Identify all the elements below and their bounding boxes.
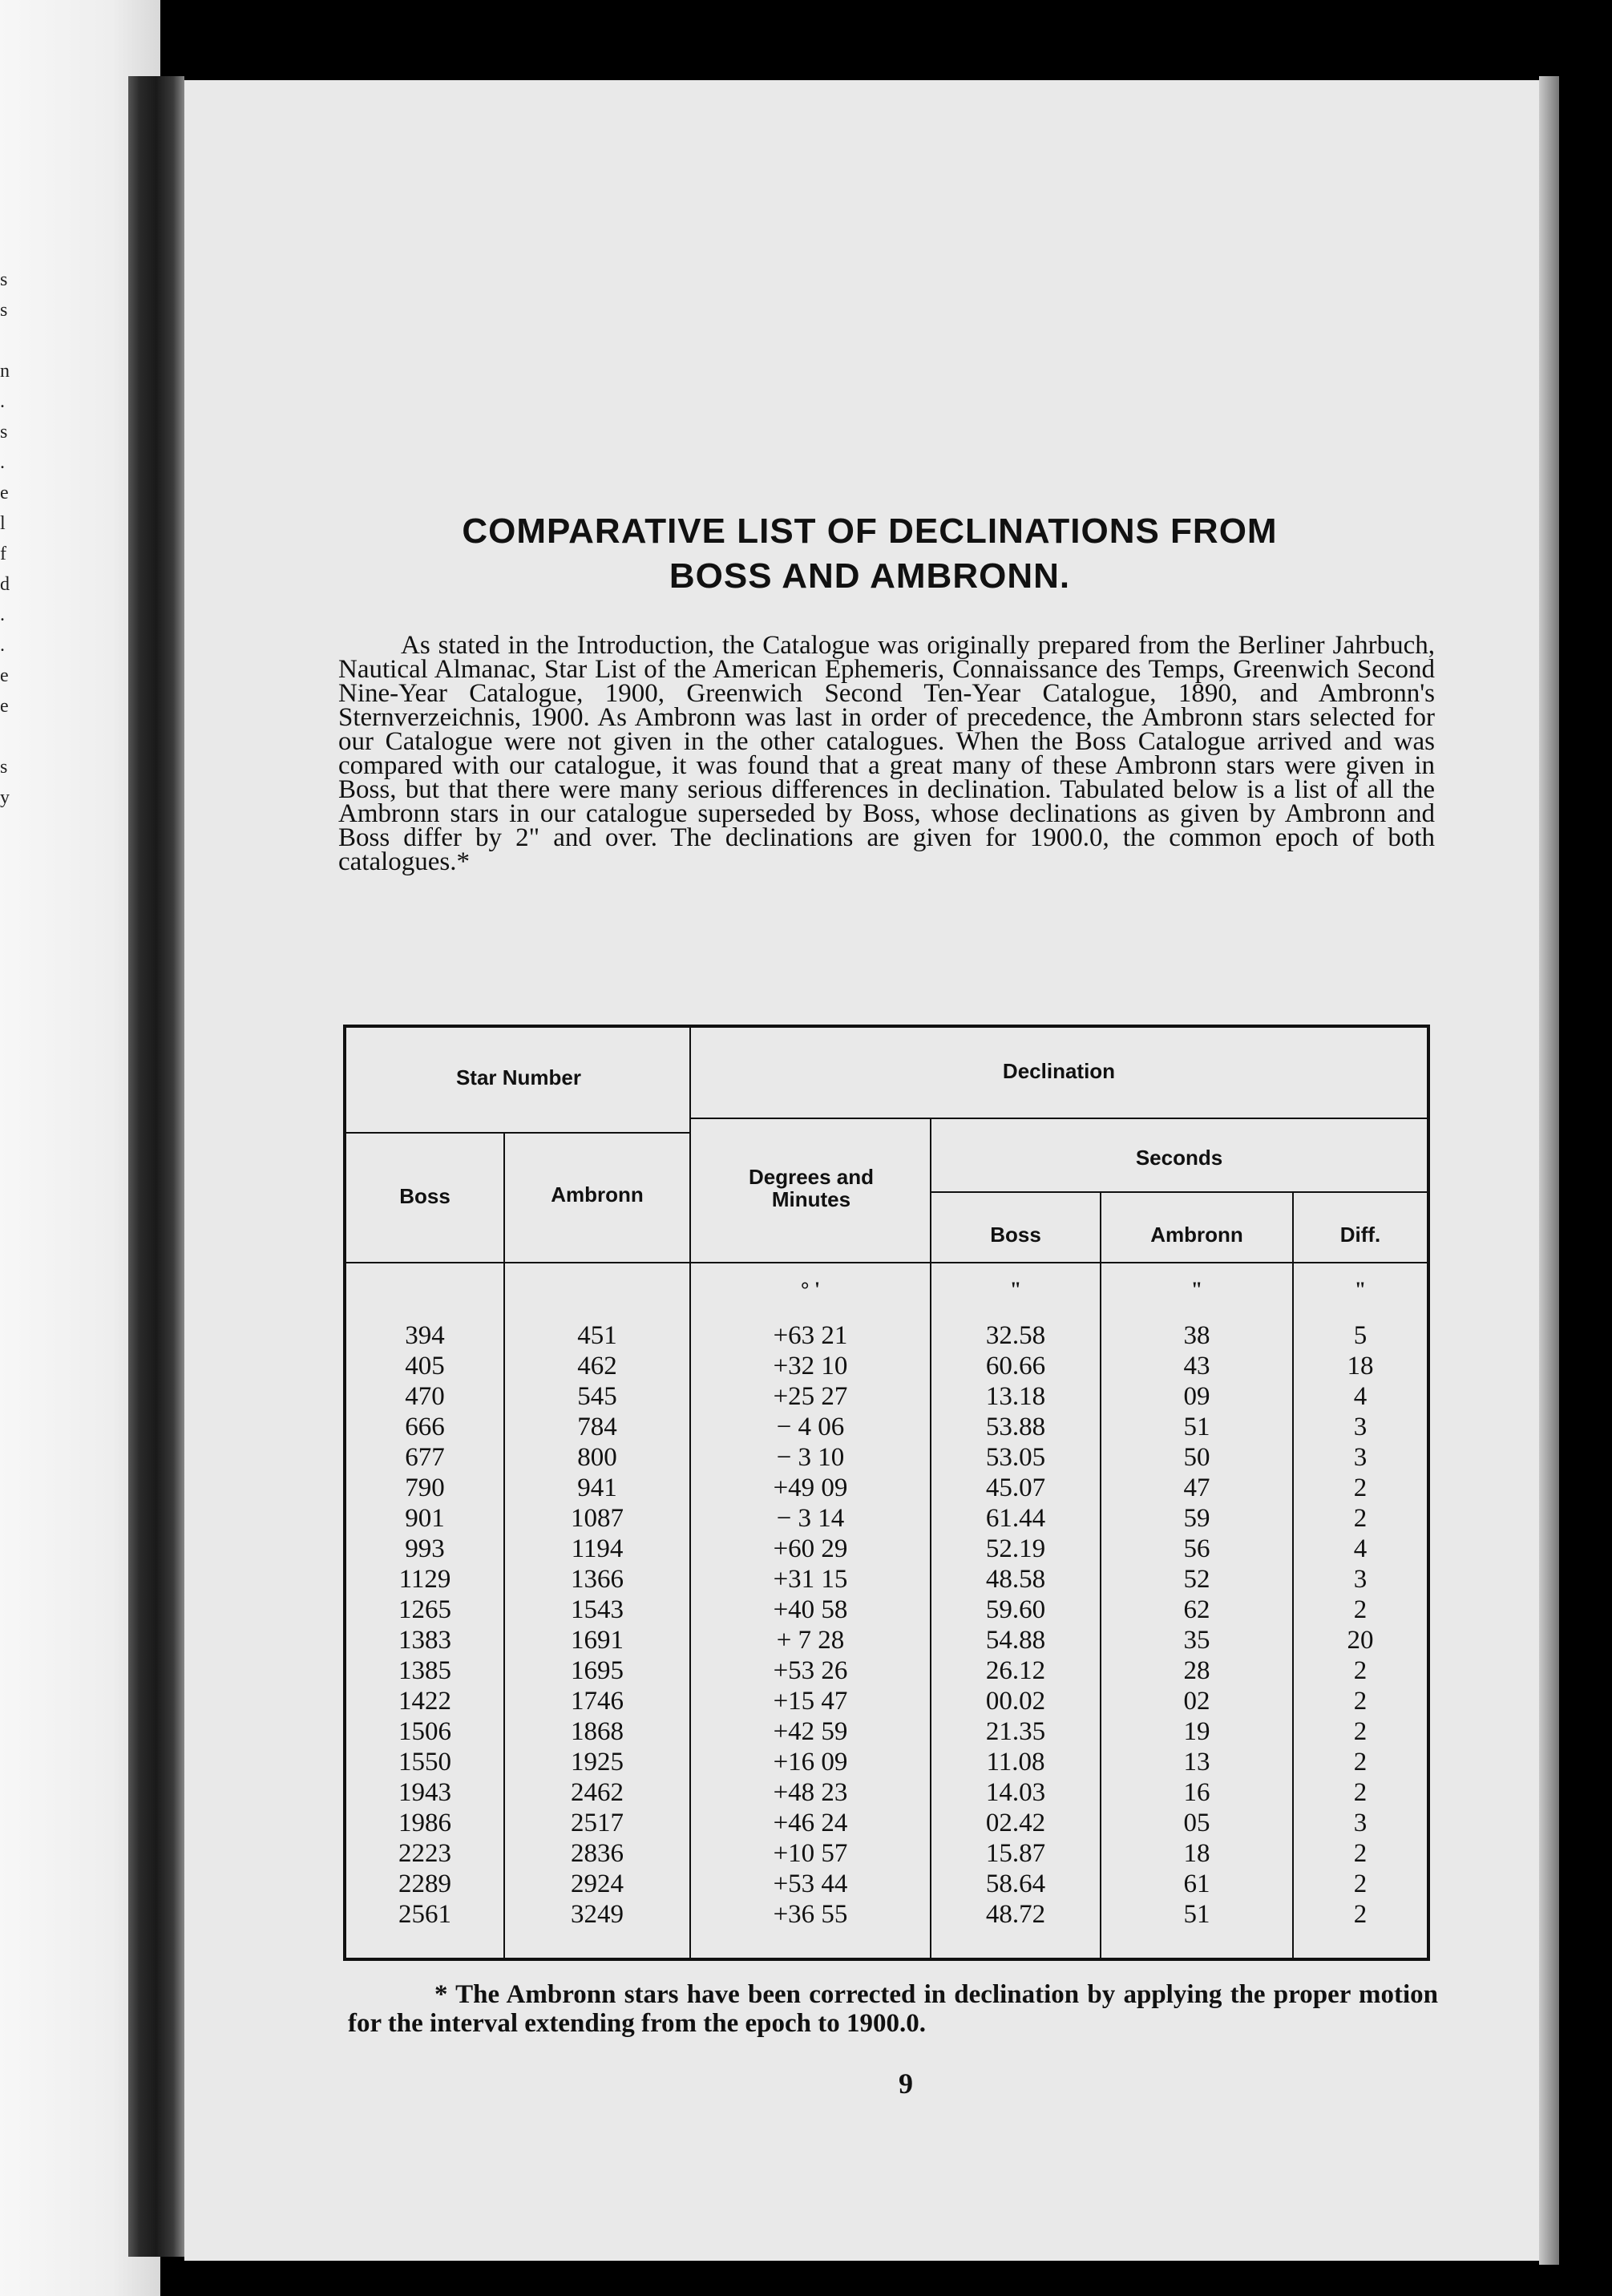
seconds-ambronn-value: 02 — [1183, 1687, 1210, 1716]
diff-value: 3 — [1353, 1809, 1368, 1837]
diff-value: 2 — [1353, 1595, 1368, 1624]
diff-value: 3 — [1353, 1565, 1368, 1594]
diff-value: 2 — [1353, 1473, 1368, 1502]
margin-fragment: s — [0, 422, 8, 443]
seconds-boss-value: 14.03 — [985, 1778, 1046, 1807]
boss-number: 394 — [405, 1321, 445, 1350]
margin-fragment: . — [0, 452, 5, 473]
degrees-minutes-value: +16 09 — [773, 1748, 848, 1777]
seconds-boss-value: 02.42 — [985, 1809, 1046, 1837]
sec-ambronn-unit: " — [1190, 1278, 1203, 1301]
ambronn-number: 1543 — [571, 1595, 624, 1624]
diff-column — [1294, 1320, 1427, 1930]
seconds-ambronn-value: 51 — [1183, 1900, 1210, 1929]
seconds-boss-value: 59.60 — [985, 1595, 1046, 1624]
seconds-boss-value: 54.88 — [985, 1626, 1046, 1655]
sec-boss-unit: " — [1009, 1278, 1022, 1301]
ambronn-number: 2517 — [571, 1809, 624, 1837]
boss-number: 2289 — [398, 1870, 451, 1898]
degrees-minutes-value: +40 58 — [773, 1595, 848, 1624]
seconds-boss-value: 26.12 — [985, 1656, 1046, 1685]
seconds-ambronn-value: 50 — [1183, 1443, 1210, 1472]
seconds-boss-value: 21.35 — [985, 1717, 1046, 1746]
seconds-boss-value: 48.58 — [985, 1565, 1046, 1594]
margin-fragment — [0, 325, 24, 356]
ambronn-number: 1366 — [571, 1565, 624, 1594]
seconds-boss-value: 58.64 — [985, 1870, 1046, 1898]
ambronn-number: 1695 — [571, 1656, 624, 1685]
declination-table — [343, 1025, 1430, 1961]
title-line-1: COMPARATIVE LIST OF DECLINATIONS FROM — [462, 511, 1278, 551]
ambronn-number: 1868 — [571, 1717, 624, 1746]
seconds-ambronn-value: 56 — [1183, 1534, 1210, 1563]
margin-fragment: n — [0, 361, 10, 382]
seconds-boss-value: 15.87 — [985, 1839, 1046, 1868]
boss-number: 405 — [405, 1352, 445, 1380]
boss-number: 901 — [405, 1504, 445, 1533]
seconds-ambronn-value: 18 — [1183, 1839, 1210, 1868]
diff-value: 2 — [1353, 1656, 1368, 1685]
diff-value: 3 — [1353, 1413, 1368, 1441]
degrees-minutes-value: − 3 14 — [776, 1504, 845, 1533]
boss-number: 1129 — [398, 1565, 451, 1594]
ambronn-number: 1691 — [571, 1626, 624, 1655]
seconds-boss-header: Boss — [990, 1223, 1041, 1247]
margin-fragment: s — [0, 269, 8, 290]
boss-number: 993 — [405, 1534, 445, 1563]
seconds-boss-value: 32.58 — [985, 1321, 1046, 1350]
seconds-ambronn-value: 38 — [1183, 1321, 1210, 1350]
ambronn-number: 784 — [577, 1413, 617, 1441]
degrees-minutes-value: +53 26 — [773, 1656, 848, 1685]
seconds-ambronn-value: 62 — [1183, 1595, 1210, 1624]
boss-number: 1986 — [398, 1809, 451, 1837]
ambronn-number: 1087 — [571, 1504, 624, 1533]
seconds-boss-value: 53.05 — [985, 1443, 1046, 1472]
degrees-minutes-value: − 4 06 — [776, 1413, 845, 1441]
degrees-minutes-value: +49 09 — [773, 1473, 848, 1502]
boss-number: 2561 — [398, 1900, 451, 1929]
seconds-ambronn-value: 43 — [1183, 1352, 1210, 1380]
ambronn-number: 1746 — [571, 1687, 624, 1716]
margin-fragment: . — [0, 604, 5, 625]
degrees-minutes-value: − 3 10 — [776, 1443, 845, 1472]
boss-number: 1943 — [398, 1778, 451, 1807]
boss-number: 790 — [405, 1473, 445, 1502]
seconds-boss-value: 00.02 — [985, 1687, 1046, 1716]
diff-value: 3 — [1353, 1443, 1368, 1472]
degrees-minutes-value: + 7 28 — [776, 1626, 845, 1655]
seconds-ambronn-value: 09 — [1183, 1382, 1210, 1411]
degrees-minutes-value: +53 44 — [773, 1870, 848, 1898]
diff-value: 2 — [1353, 1778, 1368, 1807]
ambronn-number: 941 — [577, 1473, 617, 1502]
diff-value: 4 — [1353, 1382, 1368, 1411]
diff-value: 2 — [1353, 1504, 1368, 1533]
diff-value: 5 — [1353, 1321, 1368, 1350]
margin-fragment: d — [0, 574, 10, 595]
seconds-header: Seconds — [1135, 1146, 1223, 1170]
seconds-ambronn-value: 05 — [1183, 1809, 1210, 1837]
ambronn-number: 2924 — [571, 1870, 624, 1898]
ambronn-column-header: Ambronn — [551, 1182, 644, 1207]
degrees-minutes-column — [691, 1320, 930, 1930]
ambronn-number: 545 — [577, 1382, 617, 1411]
seconds-ambronn-value: 61 — [1183, 1870, 1210, 1898]
seconds-boss-column — [931, 1320, 1100, 1930]
margin-fragment: e — [0, 665, 9, 686]
seconds-ambronn-value: 47 — [1183, 1473, 1210, 1502]
ambronn-number: 462 — [577, 1352, 617, 1380]
seconds-ambronn-value: 59 — [1183, 1504, 1210, 1533]
seconds-ambronn-column — [1101, 1320, 1292, 1930]
seconds-ambronn-value: 35 — [1183, 1626, 1210, 1655]
degmin-unit: ° ' — [800, 1278, 821, 1301]
star-number-header: Star Number — [455, 1065, 582, 1089]
degrees-minutes-value: +46 24 — [773, 1809, 848, 1837]
margin-fragment — [0, 722, 24, 752]
margin-fragment: e — [0, 483, 9, 503]
degrees-minutes-value: +60 29 — [773, 1534, 848, 1563]
seconds-ambronn-value: 51 — [1183, 1413, 1210, 1441]
seconds-boss-value: 61.44 — [985, 1504, 1046, 1533]
seconds-boss-value: 52.19 — [985, 1534, 1046, 1563]
degrees-minutes-value: +15 47 — [773, 1687, 848, 1716]
boss-number: 1506 — [398, 1717, 451, 1746]
declination-header: Declination — [1002, 1059, 1116, 1083]
ambronn-number: 2836 — [571, 1839, 624, 1868]
ambronn-number: 800 — [577, 1443, 617, 1472]
boss-number: 1385 — [398, 1656, 451, 1685]
boss-number: 2223 — [398, 1839, 451, 1868]
page-title — [240, 509, 1499, 599]
degrees-minutes-value: +48 23 — [773, 1778, 848, 1807]
diff-value: 2 — [1353, 1870, 1368, 1898]
boss-number: 470 — [405, 1382, 445, 1411]
margin-fragment: . — [0, 635, 5, 656]
margin-fragment: s — [0, 300, 8, 321]
book-binding — [128, 76, 184, 2257]
boss-number: 1422 — [398, 1687, 451, 1716]
margin-fragment: l — [0, 513, 6, 534]
seconds-ambronn-value: 52 — [1183, 1565, 1210, 1594]
seconds-ambronn-header: Ambronn — [1150, 1223, 1243, 1247]
diff-value: 4 — [1353, 1534, 1368, 1563]
ambronn-number: 451 — [577, 1321, 617, 1350]
page-edge-shadow — [1539, 76, 1559, 2265]
facing-page-margin-text — [0, 265, 24, 813]
ambronn-number: 1194 — [571, 1534, 624, 1563]
margin-fragment: f — [0, 544, 6, 564]
ambronn-number: 2462 — [571, 1778, 624, 1807]
seconds-ambronn-value: 16 — [1183, 1778, 1210, 1807]
margin-fragment: . — [0, 391, 5, 412]
seconds-boss-value: 45.07 — [985, 1473, 1046, 1502]
page-number: 9 — [899, 2068, 913, 2100]
seconds-boss-value: 48.72 — [985, 1900, 1046, 1929]
seconds-boss-value: 13.18 — [985, 1382, 1046, 1411]
diff-value: 20 — [1347, 1626, 1374, 1655]
diff-header: Diff. — [1339, 1223, 1381, 1247]
degrees-minutes-value: +25 27 — [773, 1382, 848, 1411]
ambronn-number: 3249 — [571, 1900, 624, 1929]
margin-fragment: e — [0, 696, 9, 717]
diff-value: 2 — [1353, 1748, 1368, 1777]
diff-unit: " — [1354, 1278, 1367, 1301]
diff-value: 2 — [1353, 1687, 1368, 1716]
degrees-minutes-value: +63 21 — [773, 1321, 848, 1350]
seconds-boss-value: 11.08 — [986, 1748, 1045, 1777]
intro-paragraph: As stated in the Introduction, the Catalogue was originally prepared from the Berliner Jahrbuch, Nautical Almanac, Star List of the American Ephemeris, Connaissance des Temps, Greenwich Second Nine-Year Catalogue, 1900, Greenwich Second Ten-Year Catalogue, 1890, and Ambronn's Sternverzeichnis, 1900. As Ambronn was last in order of precedence, the Ambronn stars selected for our Catalogue were not given in the other catalogues. When the Boss Catalogue arrived and was compared with our catalogue, it was found that a great many of these Ambronn stars were given in Boss, but that there were many serious differences in declination. Tabulated below is a list of all the Ambronn stars in our catalogue superseded by Boss, whose declinations as given by Ambronn and Boss differ by 2" and over. The declinations are given for 1900.0, the common epoch of both catalogues.* — [338, 631, 1435, 876]
footnote: * The Ambronn stars have been corrected in declination by applying the proper motion for the interval extending from the epoch to 1900.0. — [348, 1980, 1438, 2038]
boss-number: 677 — [405, 1443, 445, 1472]
margin-fragment: s — [0, 757, 8, 778]
degrees-minutes-value: +10 57 — [773, 1839, 848, 1868]
ambronn-number-column — [505, 1320, 689, 1930]
degrees-minutes-value: +42 59 — [773, 1717, 848, 1746]
boss-column-header: Boss — [399, 1184, 450, 1208]
ambronn-number: 1925 — [571, 1748, 624, 1777]
seconds-boss-value: 53.88 — [985, 1413, 1046, 1441]
diff-value: 2 — [1353, 1839, 1368, 1868]
title-line-2: BOSS AND AMBRONN. — [669, 556, 1071, 596]
boss-number: 1265 — [398, 1595, 451, 1624]
degrees-minutes-value: +31 15 — [773, 1565, 848, 1594]
diff-value: 2 — [1353, 1900, 1368, 1929]
diff-value: 2 — [1353, 1717, 1368, 1746]
seconds-ambronn-value: 13 — [1183, 1748, 1210, 1777]
boss-number: 1383 — [398, 1626, 451, 1655]
degrees-minutes-header: Degrees and Minutes — [748, 1165, 875, 1211]
seconds-ambronn-value: 28 — [1183, 1656, 1210, 1685]
diff-value: 18 — [1347, 1352, 1374, 1380]
degrees-minutes-value: +36 55 — [773, 1900, 848, 1929]
seconds-ambronn-value: 19 — [1183, 1717, 1210, 1746]
boss-number: 1550 — [398, 1748, 451, 1777]
margin-fragment: y — [0, 787, 10, 808]
degrees-minutes-value: +32 10 — [773, 1352, 848, 1380]
boss-number-column — [346, 1320, 503, 1930]
boss-number: 666 — [405, 1413, 445, 1441]
seconds-boss-value: 60.66 — [985, 1352, 1046, 1380]
